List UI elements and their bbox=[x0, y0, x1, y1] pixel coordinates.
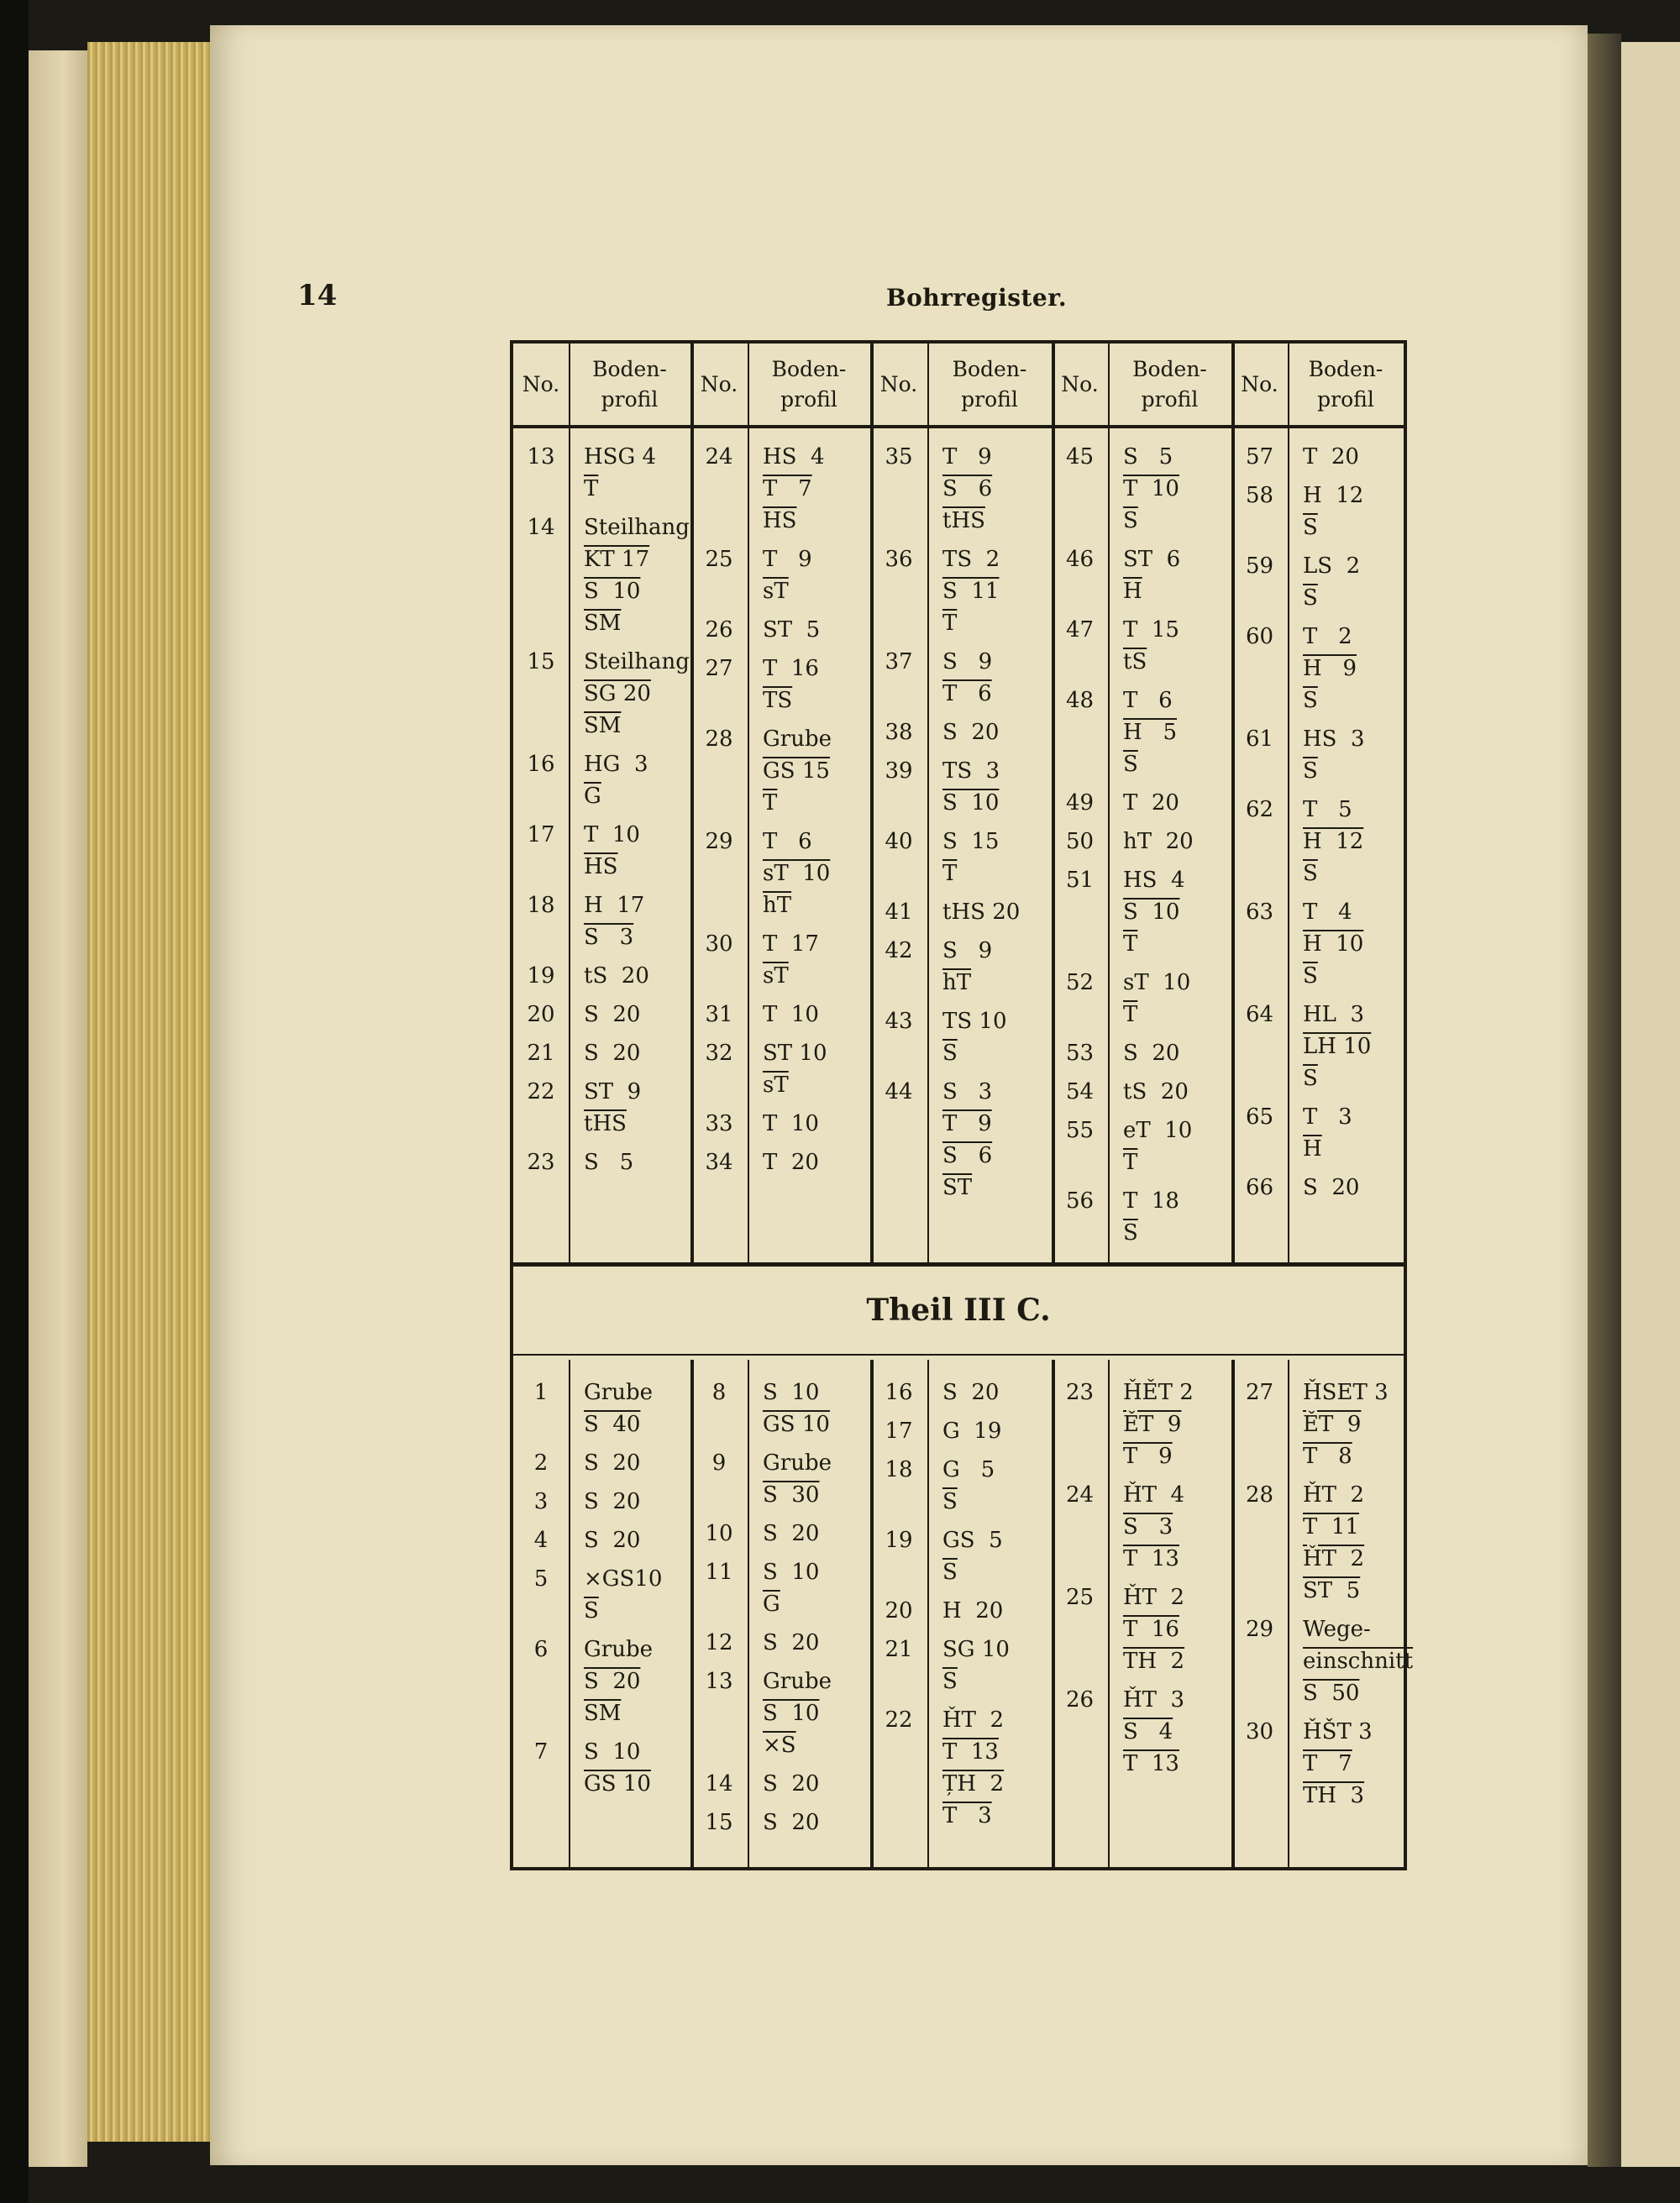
boden-profil-line: S 20 bbox=[763, 1771, 820, 1796]
entry-number: 46 bbox=[1065, 547, 1095, 572]
entry-number: 42 bbox=[885, 938, 913, 963]
boden-profil-line: H 10 bbox=[1303, 931, 1364, 957]
boden-profil-line: $\overline{S}$ bbox=[1123, 1220, 1138, 1246]
boden-profil-line: $\overline{T}$ bbox=[1123, 931, 1138, 957]
boden-profil-line: Steilhang bbox=[584, 649, 690, 674]
boden-profil-line: $\overline{tS}$ bbox=[1123, 649, 1147, 674]
boden-profil-line: $\overline{ST}$ bbox=[942, 1175, 973, 1200]
table-part-2 bbox=[513, 1360, 1414, 1867]
entry-number: 64 bbox=[1245, 1002, 1274, 1027]
boden-profil-line: $\overline{T}$ bbox=[763, 790, 778, 816]
entry-number: 22 bbox=[885, 1707, 913, 1733]
boden-profil-line: S 20 bbox=[763, 1521, 820, 1546]
boden-profil-line: tS 20 bbox=[1123, 1079, 1189, 1104]
boden-profil-line: T 7 bbox=[1303, 1751, 1352, 1776]
boden-profil-line: HS 4 bbox=[763, 444, 825, 469]
boden-profil-line: ST 9 bbox=[584, 1079, 642, 1104]
entry-number: 15 bbox=[705, 1810, 733, 1835]
header-bodenprofil: Boden- profil bbox=[1308, 356, 1383, 412]
boden-profil-line: S 3 bbox=[1123, 1514, 1173, 1539]
boden-profil-line: S 20 bbox=[584, 1528, 641, 1553]
boden-profil-line: S 10 bbox=[763, 1701, 820, 1726]
boden-profil-line: S 40 bbox=[584, 1412, 641, 1437]
boden-profil-line: G 19 bbox=[942, 1419, 1002, 1444]
column-rule bbox=[927, 344, 929, 1262]
column-rule bbox=[1108, 344, 1110, 1262]
boden-profil-line: T 15 bbox=[1123, 617, 1179, 643]
entry-number: 17 bbox=[527, 822, 555, 847]
boden-profil-line: HG 3 bbox=[584, 752, 648, 777]
entry-number: 36 bbox=[885, 547, 913, 572]
boden-profil-line: $\overline{H}$ bbox=[1123, 579, 1142, 604]
page-number: 14 bbox=[297, 279, 338, 312]
boden-profil-line: T 9 bbox=[942, 444, 992, 469]
boden-profil-line: S 20 bbox=[942, 720, 1000, 745]
boden-profil-line: GS 10 bbox=[763, 1412, 830, 1437]
entry-number: 19 bbox=[885, 1528, 913, 1553]
entry-number: 20 bbox=[885, 1598, 913, 1623]
boden-profil-line: $\overline{S}$ bbox=[1303, 963, 1318, 989]
boden-profil-line: S 20 bbox=[1123, 1041, 1180, 1066]
boden-profil-line: ȞĚT 2 bbox=[1123, 1380, 1194, 1405]
entry-number: 28 bbox=[1245, 1482, 1274, 1508]
boden-profil-line: S 10 bbox=[763, 1380, 820, 1405]
entry-number: 17 bbox=[885, 1419, 913, 1444]
entry-number: 3 bbox=[533, 1489, 549, 1514]
boden-profil-line: T 10 bbox=[584, 822, 640, 847]
boden-profil-line: $\overline{TS}$ bbox=[763, 688, 793, 713]
entry-number: 29 bbox=[1245, 1617, 1274, 1642]
header-no: No. bbox=[700, 371, 738, 396]
boden-profil-line: T 13 bbox=[942, 1739, 999, 1765]
boden-profil-line: T 16 bbox=[1123, 1617, 1179, 1642]
boden-profil-line: T 7 bbox=[763, 476, 812, 501]
entry-number: 56 bbox=[1065, 1188, 1095, 1214]
boden-profil-line: S 20 bbox=[763, 1810, 820, 1835]
boden-profil-line: $\overline{tHS}$ bbox=[584, 1111, 627, 1136]
boden-profil-line: ȞŠT 3 bbox=[1303, 1719, 1373, 1744]
column-rule bbox=[1288, 344, 1289, 1262]
entry-number: 33 bbox=[705, 1111, 733, 1136]
boden-profil-line: T 3 bbox=[1303, 1104, 1352, 1130]
boden-profil-line: ×S bbox=[763, 1733, 796, 1758]
entry-number: 11 bbox=[705, 1560, 733, 1585]
boden-profil-line: ST 6 bbox=[1123, 547, 1181, 572]
boden-profil-line: ȞT 2 bbox=[1123, 1585, 1185, 1610]
boden-profil-line: ȞT 2 bbox=[1303, 1482, 1365, 1508]
boden-profil-line: TS 10 bbox=[942, 1009, 1007, 1034]
entry-number: 10 bbox=[705, 1521, 733, 1546]
boden-profil-line: S 10 bbox=[942, 790, 1000, 816]
boden-profil-line: tS 20 bbox=[584, 963, 649, 989]
entry-number: 16 bbox=[527, 752, 555, 777]
entry-number: 47 bbox=[1065, 617, 1095, 643]
boden-profil-line: ȚH 2 bbox=[942, 1771, 1005, 1796]
entry-number: 13 bbox=[705, 1669, 733, 1694]
boden-profil-line: Grube bbox=[763, 726, 832, 752]
entry-number: 53 bbox=[1065, 1041, 1095, 1066]
table-part-1 bbox=[513, 344, 1404, 1267]
boden-profil-line: $\overline{hT}$ bbox=[763, 893, 792, 918]
entry-number: 23 bbox=[1065, 1380, 1095, 1405]
boden-profil-line: T 4 bbox=[1303, 900, 1352, 925]
boden-profil-line: GS 10 bbox=[584, 1771, 651, 1796]
boden-profil-line: S 30 bbox=[763, 1482, 820, 1508]
boden-profil-line: T 6 bbox=[763, 829, 812, 854]
entry-number: 40 bbox=[885, 829, 913, 854]
boden-profil-line: TH 3 bbox=[1303, 1783, 1365, 1808]
boden-profil-line: $\overline{S}$ bbox=[942, 1041, 958, 1066]
boden-profil-line: S 3 bbox=[942, 1079, 993, 1104]
column-rule bbox=[748, 1360, 749, 1867]
entry-number: 62 bbox=[1245, 797, 1274, 822]
boden-profil-line: T 20 bbox=[763, 1150, 819, 1175]
boden-profil-line: GS 15 bbox=[763, 758, 830, 784]
boden-profil-line: sT 10 bbox=[1123, 970, 1191, 995]
entry-number: 7 bbox=[533, 1739, 549, 1765]
boden-profil-line: ĚT 9 bbox=[1123, 1412, 1182, 1437]
page-edges bbox=[87, 42, 213, 2142]
boden-profil-line: T 5 bbox=[1303, 797, 1352, 822]
boden-profil-line: T 11 bbox=[1303, 1514, 1359, 1539]
column-rule bbox=[569, 344, 570, 1262]
boden-profil-line: GS 5 bbox=[942, 1528, 1003, 1553]
boden-profil-line: S 10 bbox=[1123, 900, 1180, 925]
boden-profil-line: S 20 bbox=[584, 1450, 641, 1476]
boden-profil-line: $\overline{T}$ bbox=[584, 476, 599, 501]
boden-profil-line: T 2 bbox=[1303, 624, 1352, 649]
entry-number: 31 bbox=[705, 1002, 733, 1027]
entry-number: 14 bbox=[705, 1771, 733, 1796]
boden-profil-line: H 5 bbox=[1123, 720, 1178, 745]
entry-number: 49 bbox=[1065, 790, 1095, 816]
entry-number: 23 bbox=[527, 1150, 555, 1175]
boden-profil-line: HS 3 bbox=[1303, 726, 1365, 752]
boden-profil-line: $\overline{S}$ bbox=[1303, 758, 1318, 784]
boden-profil-line: S 5 bbox=[1123, 444, 1173, 469]
entry-number: 2 bbox=[533, 1450, 549, 1476]
header-no: No. bbox=[879, 371, 918, 396]
running-head: Bohrregister. bbox=[886, 284, 1068, 312]
header-bodenprofil: Boden- profil bbox=[592, 356, 667, 412]
boden-profil-line: ĚT 9 bbox=[1303, 1412, 1362, 1437]
entry-number: 27 bbox=[1245, 1380, 1274, 1405]
boden-profil-line: ȞT 3 bbox=[1123, 1687, 1185, 1713]
entry-number: 20 bbox=[527, 1002, 555, 1027]
entry-number: 4 bbox=[533, 1528, 549, 1553]
boden-profil-line: Grube bbox=[763, 1450, 832, 1476]
entry-number: 52 bbox=[1065, 970, 1095, 995]
boden-profil-line: T 10 bbox=[763, 1111, 819, 1136]
entry-number: 58 bbox=[1245, 483, 1274, 508]
boden-profil-line: H 17 bbox=[584, 893, 645, 918]
column-rule bbox=[870, 344, 874, 1262]
boden-profil-line: $\overline{HS}$ bbox=[763, 508, 797, 533]
entry-number: 55 bbox=[1065, 1118, 1095, 1143]
entry-number: 15 bbox=[527, 649, 555, 674]
boden-profil-line: $\overline{sT}$ bbox=[763, 1073, 789, 1098]
boden-profil-line: $\overline{S}$ bbox=[584, 1598, 599, 1623]
boden-profil-line: Grube bbox=[584, 1380, 653, 1405]
boden-profil-line: T 6 bbox=[1123, 688, 1173, 713]
boden-profil-line: $\overline{SM}$ bbox=[584, 611, 622, 636]
header-bodenprofil: Boden- profil bbox=[952, 356, 1027, 412]
entry-number: 34 bbox=[705, 1150, 733, 1175]
boden-profil-line: T 6 bbox=[942, 681, 992, 706]
header-no: No. bbox=[1241, 371, 1278, 396]
entry-number: 9 bbox=[711, 1450, 727, 1476]
boden-profil-line: S 6 bbox=[942, 1143, 993, 1168]
boden-profil-line: tHS 20 bbox=[942, 900, 1021, 925]
boden-profil-line: T 20 bbox=[1303, 444, 1359, 469]
entry-number: 39 bbox=[885, 758, 913, 784]
header-bodenprofil: Boden- profil bbox=[771, 356, 847, 412]
entry-number: 41 bbox=[885, 900, 913, 925]
entry-number: 14 bbox=[527, 515, 555, 540]
boden-profil-line: S 20 bbox=[584, 1669, 641, 1694]
boden-profil-line: S 15 bbox=[942, 829, 1000, 854]
boden-profil-line: S 5 bbox=[584, 1150, 634, 1175]
boden-profil-line: T 8 bbox=[1303, 1444, 1352, 1469]
facing-page-edge bbox=[1621, 42, 1680, 2167]
book-cover-edge bbox=[0, 0, 29, 2203]
boden-profil-line: ST 5 bbox=[763, 617, 821, 643]
entry-number: 30 bbox=[705, 931, 733, 957]
boden-profil-line: S 10 bbox=[584, 1739, 641, 1765]
boden-profil-line: S 4 bbox=[1123, 1719, 1173, 1744]
entry-number: 54 bbox=[1065, 1079, 1095, 1104]
entry-number: 6 bbox=[533, 1637, 549, 1662]
boden-profil-line: SG 10 bbox=[942, 1637, 1010, 1662]
boden-profil-line: $\overline{T}$ bbox=[1123, 1002, 1138, 1027]
boden-profil-line: sT 10 bbox=[763, 861, 831, 886]
boden-profil-line: Wege- bbox=[1303, 1617, 1371, 1642]
boden-profil-line: $\overline{S}$ bbox=[942, 1489, 958, 1514]
entry-number: 18 bbox=[885, 1457, 913, 1482]
entry-number: 26 bbox=[1065, 1687, 1095, 1713]
boden-profil-line: ȞT 2 bbox=[942, 1707, 1005, 1733]
boden-profil-line: T 18 bbox=[1123, 1188, 1179, 1214]
entry-number: 8 bbox=[711, 1380, 727, 1405]
boden-profil-line: ST 5 bbox=[1303, 1578, 1361, 1603]
boden-profil-line: T 16 bbox=[763, 656, 819, 681]
entry-number: 21 bbox=[527, 1041, 555, 1066]
boden-profil-line: ȞSET 3 bbox=[1303, 1380, 1389, 1405]
boden-profil-line: Steilhang bbox=[584, 515, 690, 540]
entry-number: 44 bbox=[885, 1079, 913, 1104]
entry-number: 60 bbox=[1245, 624, 1274, 649]
boden-profil-line: S 20 bbox=[584, 1002, 641, 1027]
header-no: No. bbox=[522, 371, 560, 396]
boden-profil-line: S 3 bbox=[584, 925, 634, 950]
boden-profil-line: S 20 bbox=[1303, 1175, 1360, 1200]
boden-profil-line: S 20 bbox=[763, 1630, 820, 1655]
entry-number: 24 bbox=[705, 444, 733, 469]
entry-number: 22 bbox=[527, 1079, 555, 1104]
entry-number: 12 bbox=[705, 1630, 733, 1655]
boden-profil-line: $\overline{G}$ bbox=[584, 784, 601, 809]
column-rule bbox=[1052, 1360, 1055, 1867]
boden-profil-line: $\overline{SM}$ bbox=[584, 713, 622, 738]
entry-number: 25 bbox=[1065, 1585, 1095, 1610]
entry-number: 28 bbox=[705, 726, 733, 752]
boden-profil-line: S 6 bbox=[942, 476, 993, 501]
entry-number: 38 bbox=[885, 720, 913, 745]
entry-number: 1 bbox=[533, 1380, 549, 1405]
boden-profil-line: T 9 bbox=[942, 1111, 992, 1136]
entry-number: 5 bbox=[533, 1566, 549, 1592]
boden-profil-line: T 9 bbox=[763, 547, 812, 572]
boden-profil-line: TH 2 bbox=[1123, 1649, 1185, 1674]
boden-profil-line: Grube bbox=[584, 1637, 653, 1662]
entry-number: 37 bbox=[885, 649, 913, 674]
boden-profil-line: $\overline{T}$ bbox=[942, 861, 958, 886]
entry-number: 57 bbox=[1245, 444, 1274, 469]
boden-profil-line: TS 2 bbox=[942, 547, 1000, 572]
boden-profil-line: S 20 bbox=[942, 1380, 1000, 1405]
boden-profil-line: $\overline{tHS}$ bbox=[942, 508, 985, 533]
boden-profil-line: $\overline{T}$ bbox=[942, 611, 958, 636]
boden-profil-line: G 5 bbox=[942, 1457, 995, 1482]
boden-profil-line: T 20 bbox=[1123, 790, 1179, 816]
boden-profil-line: HSG 4 bbox=[584, 444, 657, 469]
boden-profil-line: H 9 bbox=[1303, 656, 1357, 681]
boden-profil-line: $\overline{HS}$ bbox=[584, 854, 618, 879]
entry-number: 13 bbox=[527, 444, 555, 469]
boden-profil-line: $\overline{S}$ bbox=[1303, 1066, 1318, 1091]
entry-number: 45 bbox=[1065, 444, 1095, 469]
boden-profil-line: T 17 bbox=[763, 931, 819, 957]
entry-number: 19 bbox=[527, 963, 555, 989]
boden-profil-line: T 3 bbox=[942, 1803, 992, 1828]
section-divider bbox=[513, 1354, 1404, 1356]
boden-profil-line: ST 10 bbox=[763, 1041, 827, 1066]
boden-profil-line: S 20 bbox=[584, 1489, 641, 1514]
boden-profil-line: S 9 bbox=[942, 938, 993, 963]
column-rule bbox=[1288, 1360, 1289, 1867]
entry-number: 29 bbox=[705, 829, 733, 854]
entry-number: 16 bbox=[885, 1380, 913, 1405]
boden-profil-line: $\overline{S}$ bbox=[1303, 688, 1318, 713]
entry-number: 30 bbox=[1245, 1719, 1274, 1744]
entry-number: 18 bbox=[527, 893, 555, 918]
boden-profil-line: $\overline{T}$ bbox=[1123, 1150, 1138, 1175]
boden-profil-line: $\overline{S}$ bbox=[1123, 752, 1138, 777]
boden-profil-line: T 13 bbox=[1123, 1546, 1179, 1571]
boden-profil-line: Grube bbox=[763, 1669, 832, 1694]
column-rule bbox=[927, 1360, 929, 1867]
entry-number: 59 bbox=[1245, 553, 1274, 579]
boden-profil-line: H 12 bbox=[1303, 829, 1364, 854]
entry-number: 51 bbox=[1065, 868, 1095, 893]
entry-number: 48 bbox=[1065, 688, 1095, 713]
boden-profil-line: ȞT 2 bbox=[1303, 1546, 1365, 1571]
entry-number: 65 bbox=[1245, 1104, 1274, 1130]
boden-profil-line: S 11 bbox=[942, 579, 1000, 604]
entry-number: 25 bbox=[705, 547, 733, 572]
entry-number: 50 bbox=[1065, 829, 1095, 854]
section-title: Theil III C. bbox=[866, 1293, 1051, 1328]
boden-profil-line: S 10 bbox=[763, 1560, 820, 1585]
boden-profil-line: einschnitt bbox=[1303, 1649, 1414, 1674]
boden-profil-line: LS 2 bbox=[1303, 553, 1361, 579]
entry-number: 27 bbox=[705, 656, 733, 681]
boden-profil-line: HL 3 bbox=[1303, 1002, 1365, 1027]
boden-profil-line: eT 10 bbox=[1123, 1118, 1193, 1143]
column-rule bbox=[748, 344, 749, 1262]
boden-profil-line: $\overline{S}$ bbox=[1123, 508, 1138, 533]
boden-profil-line: S 9 bbox=[942, 649, 993, 674]
boden-profil-line: T 10 bbox=[763, 1002, 819, 1027]
boden-profil-line: $\overline{S}$ bbox=[1303, 585, 1318, 611]
boden-profil-line: KT 17 bbox=[584, 547, 650, 572]
entry-number: 21 bbox=[885, 1637, 913, 1662]
boden-profil-line: $\overline{H}$ bbox=[1303, 1136, 1322, 1162]
boden-profil-line: $\overline{G}$ bbox=[763, 1592, 780, 1617]
book-gutter bbox=[1588, 34, 1621, 2167]
boden-profil-line: TS 3 bbox=[942, 758, 1000, 784]
column-rule bbox=[569, 1360, 570, 1867]
boden-profil-line: H 12 bbox=[1303, 483, 1364, 508]
entry-number: 43 bbox=[885, 1009, 913, 1034]
entry-number: 26 bbox=[705, 617, 733, 643]
boden-profil-line: S 20 bbox=[584, 1041, 641, 1066]
boden-profil-line: $\overline{sT}$ bbox=[763, 963, 789, 989]
boden-profil-line: T 13 bbox=[1123, 1751, 1179, 1776]
entry-number: 32 bbox=[705, 1041, 733, 1066]
entry-number: 63 bbox=[1245, 900, 1274, 925]
boden-profil-line: $\overline{hT}$ bbox=[942, 970, 972, 995]
boden-profil-line: LH 10 bbox=[1303, 1034, 1372, 1059]
boden-profil-line: SG 20 bbox=[584, 681, 651, 706]
book-endpaper bbox=[29, 50, 87, 2167]
entry-number: 35 bbox=[885, 444, 913, 469]
boden-profil-line: HS 4 bbox=[1123, 868, 1185, 893]
column-rule bbox=[1108, 1360, 1110, 1867]
boden-profil-line: $\overline{S}$ bbox=[942, 1560, 958, 1585]
boden-profil-line: T 9 bbox=[1123, 1444, 1173, 1469]
entry-number: 24 bbox=[1065, 1482, 1095, 1508]
boden-profil-line: hT 20 bbox=[1123, 829, 1194, 854]
boden-profil-line: S 10 bbox=[584, 579, 641, 604]
boden-profil-line: ×GS10 bbox=[584, 1566, 663, 1592]
boden-profil-line: $\overline{S}$ bbox=[942, 1669, 958, 1694]
header-no: No. bbox=[1061, 371, 1099, 396]
boden-profil-line: $\overline{sT}$ bbox=[763, 579, 789, 604]
entry-number: 66 bbox=[1245, 1175, 1274, 1200]
boden-profil-line: $\overline{SM}$ bbox=[584, 1701, 622, 1726]
boden-profil-line: H 20 bbox=[942, 1598, 1004, 1623]
boden-profil-line: $\overline{S}$ bbox=[1303, 515, 1318, 540]
bohrregister-table bbox=[510, 340, 1414, 1870]
entry-number: 61 bbox=[1245, 726, 1274, 752]
header-bodenprofil: Boden- profil bbox=[1132, 356, 1207, 412]
boden-profil-line: S 50 bbox=[1303, 1681, 1360, 1706]
boden-profil-line: ȞT 4 bbox=[1123, 1482, 1185, 1508]
header-rule bbox=[513, 425, 1404, 428]
boden-profil-line: T 10 bbox=[1123, 476, 1179, 501]
boden-profil-line: $\overline{S}$ bbox=[1303, 861, 1318, 886]
